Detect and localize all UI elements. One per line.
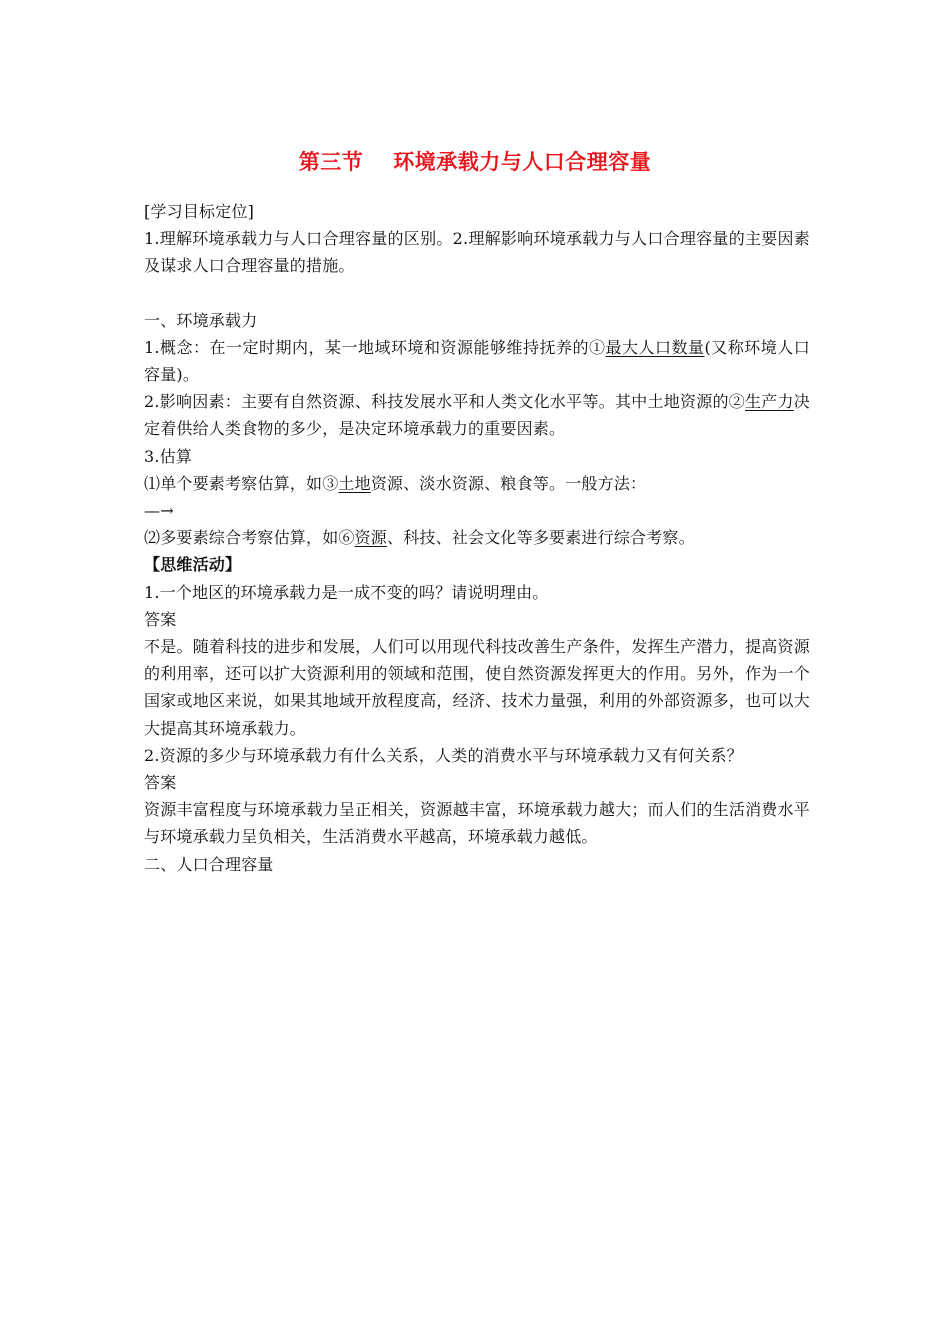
blank-line [144,280,810,307]
method-arrow: —→ [144,501,174,521]
key-term: 土地 [338,473,371,493]
answer-label: 答案 [144,773,177,793]
key-term: 资源 [354,528,388,548]
factors-paragraph: 2.影响因素：主要有自然资源、科技发展水平和人类文化水平等。其中土地资源的②生产力决定着供给人类食物的多少，是决定环境承载力的重要因素。 [144,392,810,439]
objectives-label: [学习目标定位] [144,202,255,221]
multi-factor-paragraph: ⑵多要素综合考察估算，如⑥资源、科技、社会文化等多要素进行综合考察。 [144,528,695,548]
title-topic: 环境承载力与人口合理容量 [393,150,652,174]
key-term: 最大人口数量 [605,337,705,357]
answer-1: 不是。随着科技的进步和发展，人们可以用现代科技改善生产条件，发挥生产潜力，提高资源的利用率，还可以扩大资源利用的领域和范围，使自然资源发挥更大的作用。另外，作为一个国家或地区来说，如果其地域开放程度高，经济、技术力量强，利用的外部资源多，也可以大大提高其环境承载力。 [144,637,810,738]
thinking-label: 【思维活动】 [144,555,242,575]
objectives-text: 1.理解环境承载力与人口合理容量的区别。2.理解影响环境承载力与人口合理容量的主要因素及谋求人口合理容量的措施。 [144,229,810,276]
answer-2: 资源丰富程度与环境承载力呈正相关，资源越丰富，环境承载力越大；而人们的生活消费水平与环境承载力呈负相关，生活消费水平越高，环境承载力越低。 [144,800,810,847]
question-2: 2.资源的多少与环境承载力有什么关系，人类的消费水平与环境承载力又有何关系？ [144,745,743,765]
single-factor-paragraph: ⑴单个要素考察估算，如③土地资源、淡水资源、粮食等。一般方法： [144,473,647,493]
answer-label: 答案 [144,609,177,629]
estimate-heading: 3.估算 [144,446,193,466]
concept-paragraph: 1.概念：在一定时期内，某一地域环境和资源能够维持抚养的①最大人口数量(又称环境人口容量)。 [144,337,810,385]
section1-heading: 一、环境承载力 [144,310,258,330]
page-title [0,146,950,176]
title-section-number: 第三节 [298,150,364,174]
question-1: 1.一个地区的环境承载力是一成不变的吗？请说明理由。 [144,582,549,602]
section2-heading: 二、人口合理容量 [144,854,274,874]
key-term: 生产力 [745,392,794,412]
document-body [144,198,810,878]
